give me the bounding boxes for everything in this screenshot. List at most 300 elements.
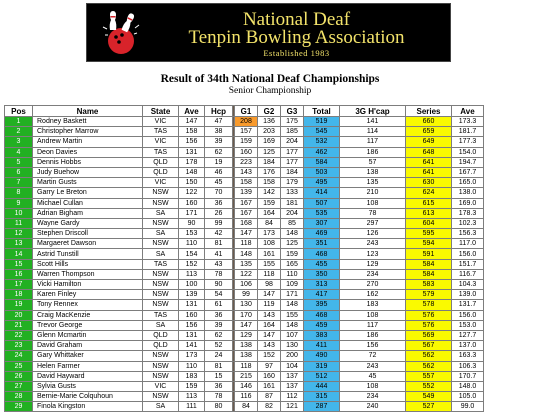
cell-total: 455 — [304, 259, 340, 269]
cell-g2: 143 — [258, 310, 281, 320]
cell-pos: 19 — [5, 300, 33, 310]
table-row — [5, 259, 484, 269]
cell-series: 569 — [406, 330, 452, 340]
cell-series-ave: 173.3 — [452, 117, 484, 127]
cell-pos: 16 — [5, 269, 33, 279]
cell-series: 615 — [406, 198, 452, 208]
cell-g2: 98 — [258, 280, 281, 290]
cell-ave: 131 — [179, 300, 205, 310]
cell-series: 659 — [406, 127, 452, 137]
cell-g3: 179 — [281, 178, 304, 188]
cell-g3: 204 — [281, 208, 304, 218]
table-row — [5, 280, 484, 290]
cell-series: 578 — [406, 300, 452, 310]
cell-name: Dennis Hobbs — [33, 157, 143, 167]
cell-series-ave: 170.7 — [452, 371, 484, 381]
banner-title-line1: National Deaf — [242, 9, 351, 30]
cell-g2: 108 — [258, 239, 281, 249]
cell-state: NSW — [143, 280, 179, 290]
table-row — [5, 392, 484, 402]
cell-g3: 177 — [281, 147, 304, 157]
cell-g2: 147 — [258, 290, 281, 300]
cell-g3: 121 — [281, 402, 304, 412]
cell-name: Stephen Driscoll — [33, 229, 143, 239]
cell-ave: 153 — [179, 229, 205, 239]
cell-ave: 110 — [179, 361, 205, 371]
cell-ave: 160 — [179, 198, 205, 208]
header-hcp: Hcp — [205, 106, 233, 117]
cell-name: Sylvia Gusts — [33, 381, 143, 391]
cell-3g-hcap: 210 — [340, 188, 406, 198]
cell-name: Finola Kingston — [33, 402, 143, 412]
cell-series-ave: 138.0 — [452, 188, 484, 198]
cell-3g-hcap: 117 — [340, 320, 406, 330]
cell-total: 417 — [304, 290, 340, 300]
cell-pos: 24 — [5, 351, 33, 361]
cell-series: 649 — [406, 137, 452, 147]
cell-series: 641 — [406, 157, 452, 167]
cell-state: NSW — [143, 392, 179, 402]
cell-g3: 184 — [281, 167, 304, 177]
cell-series-ave: 167.7 — [452, 167, 484, 177]
cell-series-ave: 131.7 — [452, 300, 484, 310]
cell-pos: 9 — [5, 198, 33, 208]
table-row — [5, 310, 484, 320]
cell-series-ave: 99.0 — [452, 402, 484, 412]
cell-total: 532 — [304, 137, 340, 147]
cell-g3: 165 — [281, 259, 304, 269]
cell-name: Glenn Mcmartin — [33, 330, 143, 340]
cell-series: 648 — [406, 147, 452, 157]
cell-total: 411 — [304, 341, 340, 351]
cell-g1: 146 — [235, 381, 258, 391]
cell-name: Scott Hills — [33, 259, 143, 269]
cell-hcp: 19 — [205, 157, 233, 167]
cell-g1: 138 — [235, 351, 258, 361]
cell-series: 641 — [406, 167, 452, 177]
cell-state: NSW — [143, 198, 179, 208]
cell-name: David Graham — [33, 341, 143, 351]
cell-series-ave: 148.0 — [452, 381, 484, 391]
cell-series-ave: 177.3 — [452, 137, 484, 147]
cell-g2: 158 — [258, 178, 281, 188]
cell-name: Bernie-Marie Colquhoun — [33, 392, 143, 402]
cell-series: 576 — [406, 320, 452, 330]
cell-pos: 28 — [5, 392, 33, 402]
cell-g1: 106 — [235, 280, 258, 290]
cell-g1: 122 — [235, 269, 258, 279]
cell-state: NSW — [143, 269, 179, 279]
table-row — [5, 188, 484, 198]
cell-pos: 8 — [5, 188, 33, 198]
cell-g1: 168 — [235, 218, 258, 228]
cell-ave: 90 — [179, 218, 205, 228]
cell-series: 594 — [406, 239, 452, 249]
cell-3g-hcap: 123 — [340, 249, 406, 259]
table-row — [5, 147, 484, 157]
cell-pos: 22 — [5, 330, 33, 340]
cell-total: 351 — [304, 239, 340, 249]
cell-pos: 20 — [5, 310, 33, 320]
cell-pos: 11 — [5, 218, 33, 228]
cell-hcp: 39 — [205, 137, 233, 147]
cell-state: NSW — [143, 361, 179, 371]
cell-g1: 147 — [235, 320, 258, 330]
table-row — [5, 218, 484, 228]
cell-g2: 97 — [258, 361, 281, 371]
cell-total: 495 — [304, 178, 340, 188]
cell-name: Gary Whittaker — [33, 351, 143, 361]
cell-state: TAS — [143, 147, 179, 157]
cell-hcp: 62 — [205, 330, 233, 340]
cell-series-ave: 104.3 — [452, 280, 484, 290]
cell-state: NSW — [143, 371, 179, 381]
cell-series: 576 — [406, 310, 452, 320]
cell-total: 490 — [304, 351, 340, 361]
cell-3g-hcap: 108 — [340, 381, 406, 391]
cell-state: QLD — [143, 167, 179, 177]
cell-state: SA — [143, 320, 179, 330]
cell-series-ave: 154.0 — [452, 147, 484, 157]
cell-ave: 178 — [179, 157, 205, 167]
cell-3g-hcap: 114 — [340, 127, 406, 137]
cell-ave: 154 — [179, 249, 205, 259]
header-total: Total — [304, 106, 340, 117]
cell-name: Karen Finley — [33, 290, 143, 300]
cell-g3: 110 — [281, 269, 304, 279]
cell-total: 350 — [304, 269, 340, 279]
cell-ave: 113 — [179, 392, 205, 402]
cell-total: 584 — [304, 157, 340, 167]
cell-g3: 181 — [281, 198, 304, 208]
cell-name: Wayne Gardy — [33, 218, 143, 228]
cell-hcp: 24 — [205, 351, 233, 361]
cell-3g-hcap: 72 — [340, 351, 406, 361]
cell-g3: 204 — [281, 137, 304, 147]
cell-g3: 148 — [281, 300, 304, 310]
cell-total: 383 — [304, 330, 340, 340]
cell-state: SA — [143, 249, 179, 259]
cell-g3: 200 — [281, 351, 304, 361]
cell-g1: 167 — [235, 198, 258, 208]
cell-hcp: 36 — [205, 381, 233, 391]
cell-series: 613 — [406, 208, 452, 218]
cell-state: TAS — [143, 127, 179, 137]
cell-pos: 3 — [5, 137, 33, 147]
cell-total: 462 — [304, 147, 340, 157]
cell-total: 545 — [304, 127, 340, 137]
cell-3g-hcap: 156 — [340, 341, 406, 351]
cell-total: 287 — [304, 402, 340, 412]
cell-g1: 157 — [235, 127, 258, 137]
table-row — [5, 330, 484, 340]
cell-hcp: 99 — [205, 218, 233, 228]
cell-series-ave: 156.0 — [452, 310, 484, 320]
cell-hcp: 15 — [205, 371, 233, 381]
cell-g2: 169 — [258, 137, 281, 147]
table-header-row — [5, 106, 484, 117]
cell-g1: 223 — [235, 157, 258, 167]
header-series: Series — [406, 106, 452, 117]
cell-hcp: 38 — [205, 127, 233, 137]
cell-state: VIC — [143, 178, 179, 188]
cell-series-ave: 137.0 — [452, 341, 484, 351]
cell-hcp: 45 — [205, 178, 233, 188]
cell-pos: 13 — [5, 239, 33, 249]
cell-state: SA — [143, 208, 179, 218]
cell-3g-hcap: 126 — [340, 229, 406, 239]
cell-total: 535 — [304, 208, 340, 218]
cell-g2: 155 — [258, 259, 281, 269]
cell-3g-hcap: 117 — [340, 137, 406, 147]
cell-hcp: 52 — [205, 341, 233, 351]
table-row — [5, 127, 484, 137]
cell-pos: 29 — [5, 402, 33, 412]
cell-name: Deon Davies — [33, 147, 143, 157]
cell-g3: 185 — [281, 127, 304, 137]
cell-name: Rodney Baskett — [33, 117, 143, 127]
cell-ave: 100 — [179, 280, 205, 290]
cell-pos: 6 — [5, 167, 33, 177]
cell-pos: 17 — [5, 280, 33, 290]
cell-ave: 160 — [179, 310, 205, 320]
cell-series-ave: 169.0 — [452, 198, 484, 208]
cell-series: 591 — [406, 249, 452, 259]
cell-g3: 133 — [281, 188, 304, 198]
cell-total: 319 — [304, 361, 340, 371]
cell-g3: 159 — [281, 249, 304, 259]
cell-3g-hcap: 138 — [340, 167, 406, 177]
cell-total: 468 — [304, 310, 340, 320]
cell-g2: 164 — [258, 320, 281, 330]
cell-g3: 175 — [281, 117, 304, 127]
cell-name: Garry Le Breton — [33, 188, 143, 198]
cell-total: 459 — [304, 320, 340, 330]
cell-series: 583 — [406, 280, 452, 290]
cell-ave: 141 — [179, 341, 205, 351]
cell-series-ave: 102.3 — [452, 218, 484, 228]
cell-g1: 215 — [235, 371, 258, 381]
header-g1: G1 — [235, 106, 258, 117]
cell-g2: 143 — [258, 341, 281, 351]
header-name: Name — [33, 106, 143, 117]
table-row — [5, 300, 484, 310]
cell-g1: 118 — [235, 361, 258, 371]
cell-name: Adrian Bigham — [33, 208, 143, 218]
cell-hcp: 42 — [205, 229, 233, 239]
cell-series-ave: 153.0 — [452, 320, 484, 330]
cell-state: TAS — [143, 259, 179, 269]
cell-hcp: 81 — [205, 361, 233, 371]
cell-hcp: 81 — [205, 239, 233, 249]
banner-established: Established 1983 — [263, 48, 330, 58]
cell-name: Christopher Marrow — [33, 127, 143, 137]
cell-series-ave: 127.7 — [452, 330, 484, 340]
cell-total: 395 — [304, 300, 340, 310]
cell-3g-hcap: 108 — [340, 198, 406, 208]
cell-3g-hcap: 135 — [340, 178, 406, 188]
cell-state: VIC — [143, 381, 179, 391]
cell-name: Margaeret Dawson — [33, 239, 143, 249]
cell-3g-hcap: 108 — [340, 310, 406, 320]
cell-series: 584 — [406, 259, 452, 269]
cell-g1: 158 — [235, 178, 258, 188]
cell-series: 567 — [406, 341, 452, 351]
table-row — [5, 341, 484, 351]
cell-state: NSW — [143, 290, 179, 300]
cell-g2: 176 — [258, 167, 281, 177]
cell-g1: 143 — [235, 167, 258, 177]
cell-ave: 152 — [179, 259, 205, 269]
cell-series-ave: 139.0 — [452, 290, 484, 300]
cell-name: Vicki Hamilton — [33, 280, 143, 290]
table-row — [5, 117, 484, 127]
table-row — [5, 167, 484, 177]
cell-3g-hcap: 141 — [340, 117, 406, 127]
cell-pos: 12 — [5, 229, 33, 239]
cell-hcp: 70 — [205, 188, 233, 198]
cell-g1: 148 — [235, 249, 258, 259]
cell-name: David Hayward — [33, 371, 143, 381]
table-row — [5, 361, 484, 371]
table-row — [5, 249, 484, 259]
table-row — [5, 157, 484, 167]
cell-pos: 2 — [5, 127, 33, 137]
cell-pos: 14 — [5, 249, 33, 259]
cell-g2: 142 — [258, 188, 281, 198]
table-row — [5, 137, 484, 147]
cell-g3: 85 — [281, 218, 304, 228]
cell-ave: 131 — [179, 147, 205, 157]
cell-series: 584 — [406, 269, 452, 279]
cell-pos: 18 — [5, 290, 33, 300]
cell-state: NSW — [143, 239, 179, 249]
cell-3g-hcap: 234 — [340, 269, 406, 279]
table-row — [5, 351, 484, 361]
cell-g2: 184 — [258, 157, 281, 167]
table-row — [5, 239, 484, 249]
cell-3g-hcap: 243 — [340, 361, 406, 371]
cell-hcp: 78 — [205, 392, 233, 402]
cell-name: Astrid Tunstill — [33, 249, 143, 259]
cell-g1: 118 — [235, 239, 258, 249]
cell-g1: 159 — [235, 137, 258, 147]
bowling-logo-icon — [95, 7, 147, 59]
cell-series: 527 — [406, 402, 452, 412]
cell-3g-hcap: 57 — [340, 157, 406, 167]
cell-g2: 125 — [258, 147, 281, 157]
cell-name: Trevor George — [33, 320, 143, 330]
cell-series-ave: 181.7 — [452, 127, 484, 137]
cell-3g-hcap: 297 — [340, 218, 406, 228]
cell-series: 552 — [406, 381, 452, 391]
cell-hcp: 54 — [205, 290, 233, 300]
cell-ave: 173 — [179, 351, 205, 361]
cell-g1: 130 — [235, 300, 258, 310]
cell-ave: 122 — [179, 188, 205, 198]
cell-g3: 125 — [281, 239, 304, 249]
cell-g2: 160 — [258, 371, 281, 381]
cell-series: 624 — [406, 188, 452, 198]
table-row — [5, 320, 484, 330]
cell-series-ave: 105.0 — [452, 392, 484, 402]
cell-pos: 26 — [5, 371, 33, 381]
cell-pos: 27 — [5, 381, 33, 391]
cell-g2: 159 — [258, 198, 281, 208]
cell-ave: 131 — [179, 330, 205, 340]
cell-g3: 137 — [281, 371, 304, 381]
cell-g2: 173 — [258, 229, 281, 239]
cell-g1: 84 — [235, 402, 258, 412]
cell-g3: 109 — [281, 280, 304, 290]
cell-series: 557 — [406, 371, 452, 381]
cell-total: 313 — [304, 280, 340, 290]
cell-g1: 116 — [235, 392, 258, 402]
cell-ave: 156 — [179, 137, 205, 147]
cell-total: 468 — [304, 249, 340, 259]
cell-name: Craig MacKenzie — [33, 310, 143, 320]
page-title: Result of 34th National Deaf Championships — [160, 73, 380, 85]
cell-ave: 147 — [179, 117, 205, 127]
cell-ave: 110 — [179, 239, 205, 249]
cell-total: 414 — [304, 188, 340, 198]
cell-hcp: 78 — [205, 269, 233, 279]
cell-state: QLD — [143, 341, 179, 351]
cell-3g-hcap: 243 — [340, 239, 406, 249]
cell-g3: 104 — [281, 361, 304, 371]
cell-ave: 139 — [179, 290, 205, 300]
cell-state: QLD — [143, 157, 179, 167]
cell-series-ave: 156.0 — [452, 249, 484, 259]
cell-3g-hcap: 78 — [340, 208, 406, 218]
cell-g1: 138 — [235, 341, 258, 351]
header-state: State — [143, 106, 179, 117]
cell-series: 579 — [406, 290, 452, 300]
cell-g2: 87 — [258, 392, 281, 402]
cell-state: QLD — [143, 330, 179, 340]
cell-series: 660 — [406, 117, 452, 127]
cell-total: 519 — [304, 117, 340, 127]
cell-hcp: 46 — [205, 167, 233, 177]
cell-hcp: 62 — [205, 147, 233, 157]
cell-name: Martin Gusts — [33, 178, 143, 188]
cell-3g-hcap: 129 — [340, 259, 406, 269]
cell-g3: 148 — [281, 320, 304, 330]
cell-hcp: 43 — [205, 259, 233, 269]
cell-g3: 112 — [281, 392, 304, 402]
results-table — [4, 105, 484, 412]
cell-g2: 161 — [258, 249, 281, 259]
cell-g1: 208 — [235, 117, 258, 127]
cell-ave: 159 — [179, 381, 205, 391]
cell-hcp: 36 — [205, 198, 233, 208]
cell-g3: 171 — [281, 290, 304, 300]
cell-g1: 129 — [235, 330, 258, 340]
cell-g2: 136 — [258, 117, 281, 127]
cell-series-ave: 163.3 — [452, 351, 484, 361]
cell-state: NSW — [143, 300, 179, 310]
cell-hcp: 80 — [205, 402, 233, 412]
table-row — [5, 198, 484, 208]
cell-g2: 84 — [258, 218, 281, 228]
cell-series-ave: 156.3 — [452, 229, 484, 239]
header-pos: Pos — [5, 106, 33, 117]
cell-g1: 139 — [235, 188, 258, 198]
cell-name: Andrew Martin — [33, 137, 143, 147]
cell-pos: 1 — [5, 117, 33, 127]
cell-state: NSW — [143, 218, 179, 228]
cell-total: 315 — [304, 392, 340, 402]
